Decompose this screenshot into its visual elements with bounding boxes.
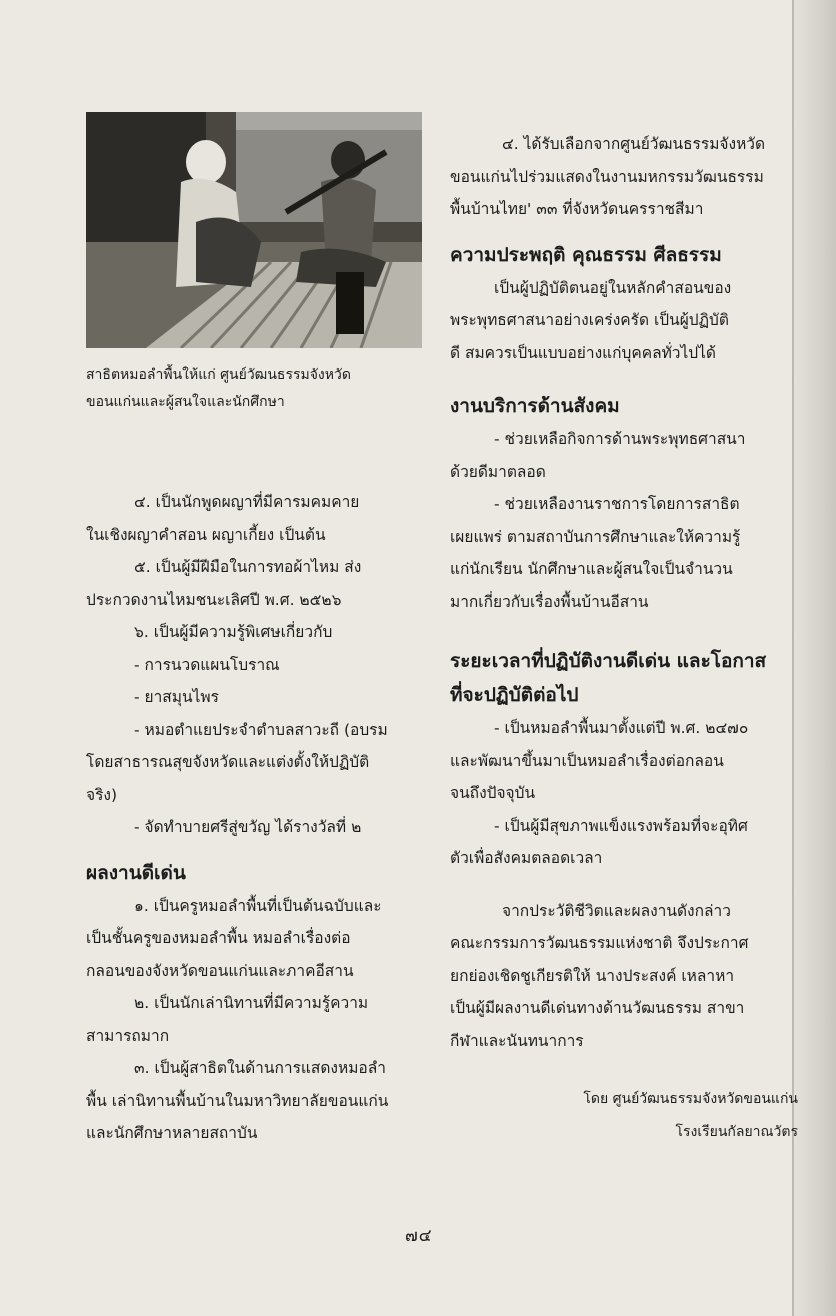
section-heading-service: งานบริการด้านสังคม <box>450 395 620 417</box>
text-line: - ช่วยเหลืองานราชการโดยการสาธิต <box>494 495 740 513</box>
page-number: ๗๔ <box>405 1226 433 1246</box>
photo-image <box>86 112 422 348</box>
section-heading-period: ระยะเวลาที่ปฏิบัติงานดีเด่น และโอกาส <box>450 650 767 672</box>
text-line: ๔. ได้รับเลือกจากศูนย์วัฒนธรรมจังหวัด <box>502 135 766 153</box>
right-column <box>450 128 798 1148</box>
text-line: ยกย่องเชิดชูเกียรติให้ นางประสงค์ เหลาหา <box>450 966 735 985</box>
text-line: คณะกรรมการวัฒนธรรมแห่งชาติ จึงประกาศ <box>450 934 749 952</box>
credit-line: โดย ศูนย์วัฒนธรรมจังหวัดขอนแก่น <box>583 1091 798 1107</box>
text-line: - เป็นผู้มีสุขภาพแข็งแรงพร้อมที่จะอุทิศ <box>494 816 748 835</box>
photo-caption <box>86 362 446 416</box>
text-line: และนักศึกษาหลายสถาบัน <box>86 1124 258 1142</box>
section-heading-period-cont: ที่จะปฏิบัติต่อไป <box>450 684 579 706</box>
text-line: - เป็นหมอลำพื้นมาตั้งแต่ปี พ.ศ. ๒๔๗๐ <box>494 719 749 737</box>
text-line: เป็นชั้นครูของหมอลำพื้น หมอลำเรื่องต่อ <box>86 929 351 947</box>
text-line: ดี สมควรเป็นแบบอย่างแก่บุคคลทั่วไปได้ <box>450 343 716 362</box>
text-line: - ช่วยเหลือกิจการด้านพระพุทธศาสนา <box>494 430 746 448</box>
text-line: ๔. เป็นนักพูดผญาที่มีคารมคมคาย <box>134 493 360 511</box>
caption-line: ขอนแก่นและผู้สนใจและนักศึกษา <box>86 394 285 410</box>
left-column <box>86 486 434 1150</box>
page-edge-shadow <box>792 0 836 1316</box>
text-line: ในเชิงผญาคำสอน ผญาเกี้ยง เป็นต้น <box>86 525 326 544</box>
text-line: โดยสาธารณสุขจังหวัดและแต่งตั้งให้ปฏิบัติ <box>86 753 370 771</box>
text-line: ๕. เป็นผู้มีฝีมือในการทอผ้าไหม ส่ง <box>134 558 362 576</box>
text-line: - จัดทำบายศรีสู่ขวัญ ได้รางวัลที่ ๒ <box>134 818 362 836</box>
text-line: ๓. เป็นผู้สาธิตในด้านการแสดงหมอลำ <box>134 1059 386 1077</box>
text-line: สามารถมาก <box>86 1026 170 1045</box>
text-line: มากเกี่ยวกับเรื่องพื้นบ้านอีสาน <box>450 592 649 611</box>
text-line: พื้นบ้านไทย' ๓๓ ที่จังหวัดนครราชสีมา <box>450 200 704 218</box>
text-line: - หมอตำแยประจำตำบลสาวะถี (อบรม <box>134 720 388 739</box>
text-line: พื้น เล่านิทานพื้นบ้านในมหาวิทยาลัยขอนแก่น <box>86 1091 389 1110</box>
section-heading-conduct: ความประพฤติ คุณธรรม ศีลธรรม <box>450 243 722 266</box>
text-line: ตัวเพื่อสังคมตลอดเวลา <box>450 849 603 867</box>
text-line: พระพุทธศาสนาอย่างเคร่งครัด เป็นผู้ปฏิบัติ <box>450 311 729 329</box>
text-line: จากประวัติชีวิตและผลงานดังกล่าว <box>502 901 731 920</box>
text-line: แก่นักเรียน นักศึกษาและผู้สนใจเป็นจำนวน <box>450 560 733 578</box>
text-line: ประกวดงานไหมชนะเลิศปี พ.ศ. ๒๕๒๖ <box>86 590 342 609</box>
text-line: ๑. เป็นครูหมอลำพื้นที่เป็นต้นฉบับและ <box>134 896 382 915</box>
text-line: ด้วยดีมาตลอด <box>450 462 546 481</box>
text-line: ๖. เป็นผู้มีความรู้พิเศษเกี่ยวกับ <box>134 623 333 641</box>
text-line: และพัฒนาขึ้นมาเป็นหมอลำเรื่องต่อกลอน <box>450 751 724 770</box>
text-line: กลอนของจังหวัดขอนแก่นและภาคอีสาน <box>86 961 354 980</box>
caption-line: สาธิตหมอลำพื้นให้แก่ ศูนย์วัฒนธรรมจังหวัด <box>86 367 351 383</box>
text-line: ๒. เป็นนักเล่านิทานที่มีความรู้ความ <box>134 994 369 1012</box>
credit-line: โรงเรียนกัลยาณวัตร <box>675 1123 798 1140</box>
section-heading-works: ผลงานดีเด่น <box>86 861 186 884</box>
text-line: เป็นผู้มีผลงานดีเด่นทางด้านวัฒนธรรม สาขา <box>450 999 745 1017</box>
text-line: - ยาสมุนไพร <box>134 688 219 706</box>
text-line: - การนวดแผนโบราณ <box>134 655 280 674</box>
text-line: เป็นผู้ปฏิบัติตนอยู่ในหลักคำสอนของ <box>494 278 732 297</box>
text-line: จริง) <box>86 785 118 804</box>
photo-demonstration <box>86 112 422 348</box>
text-line: จนถึงปัจจุบัน <box>450 784 536 802</box>
text-line: เผยแพร่ ตามสถาบันการศึกษาและให้ความรู้ <box>450 527 741 546</box>
text-line: ขอนแก่นไปร่วมแสดงในงานมหกรรมวัฒนธรรม <box>450 167 764 186</box>
text-line: กีฬาและนันทนาการ <box>450 1031 584 1050</box>
